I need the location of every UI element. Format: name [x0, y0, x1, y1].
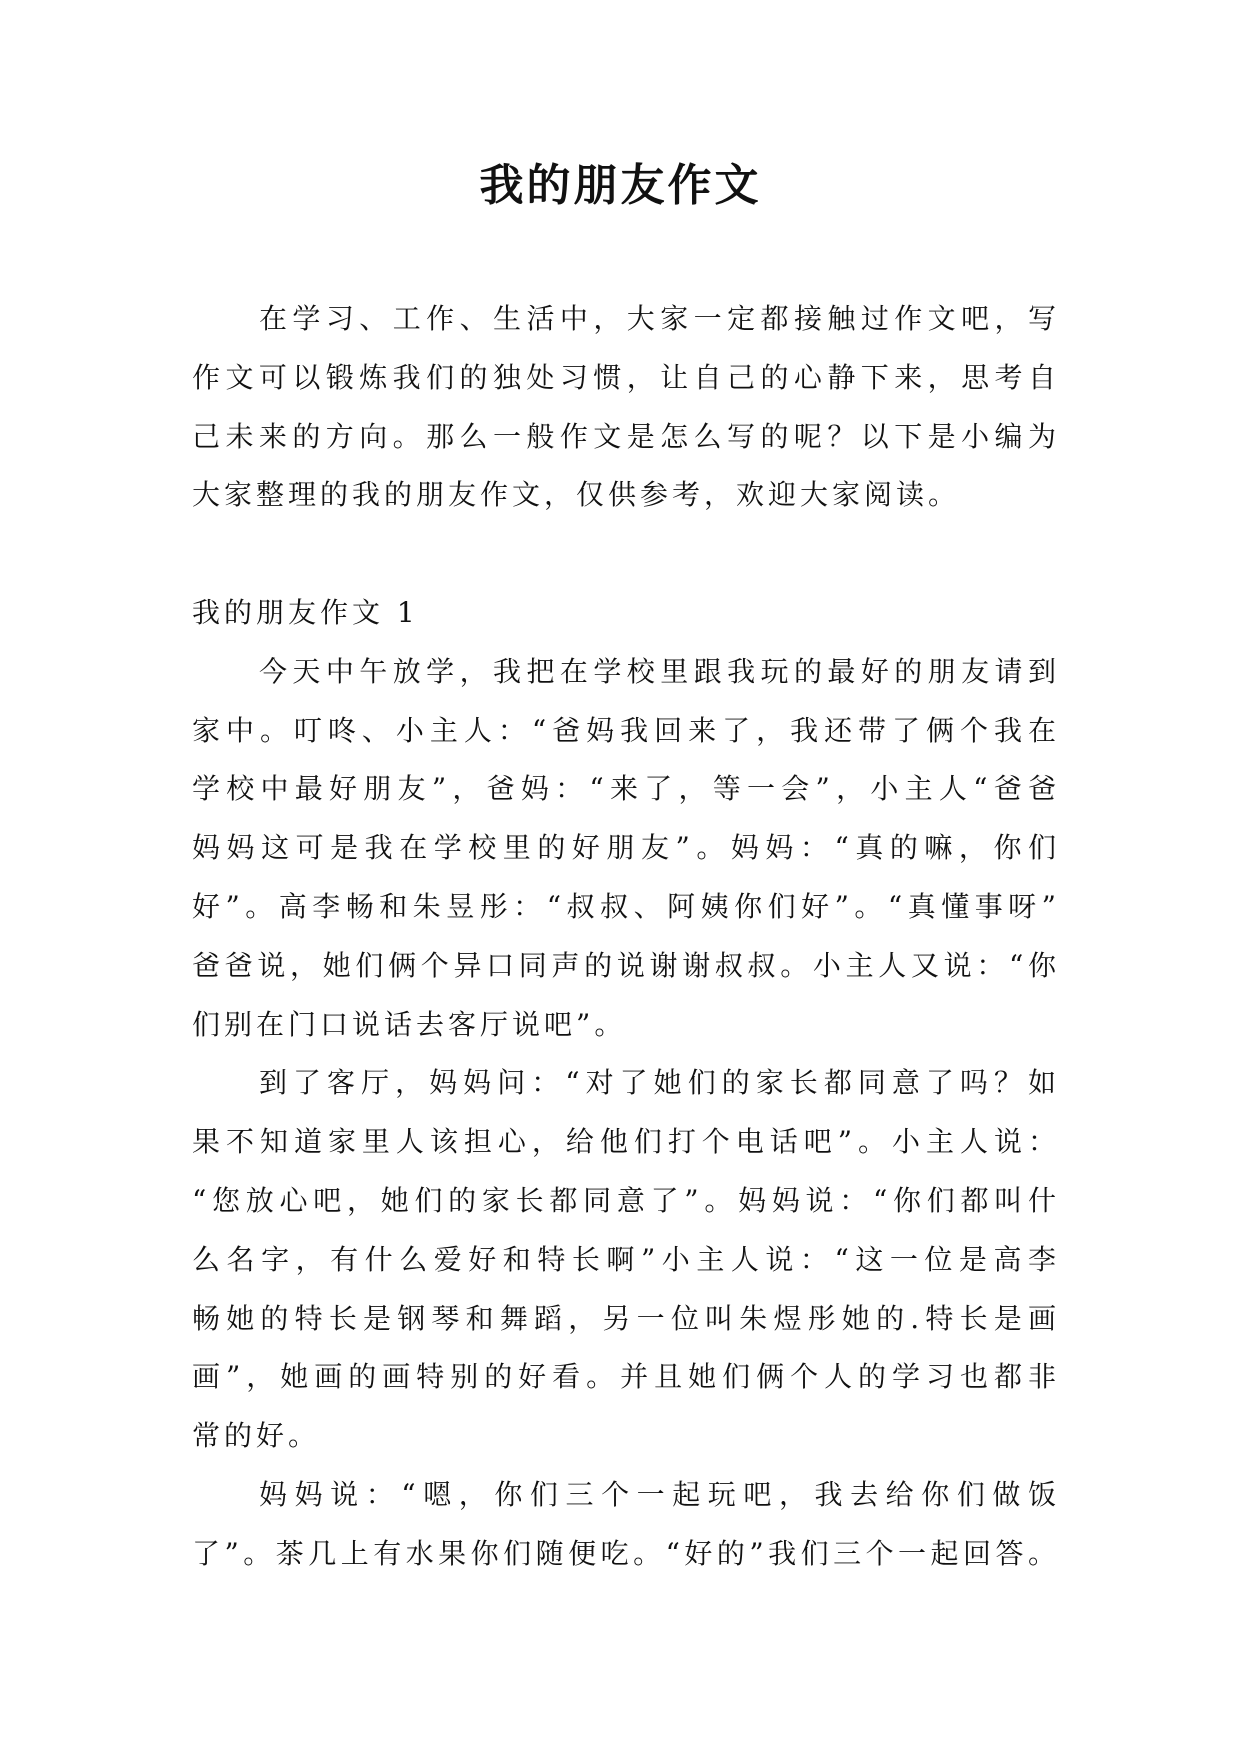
text-line: 妈妈说：“嗯，你们三个一起玩吧，我去给你们做饭	[259, 1477, 1060, 1511]
document-title: 我的朋友作文	[479, 160, 762, 211]
text-line: 么名字，有什么爱好和特长啊”小主人说：“这一位是高李	[192, 1242, 1060, 1276]
body-paragraph	[192, 1054, 1060, 1466]
text-line: 畅她的特长是钢琴和舞蹈，另一位叫朱煜彤她的.特长是画	[192, 1301, 1060, 1335]
text-line: 妈妈这可是我在学校里的好朋友”。妈妈：“真的嘛，你们	[192, 831, 1060, 865]
text-line: 常的好。	[192, 1419, 321, 1453]
text-line: 己未来的方向。那么一般作文是怎么写的呢？以下是小编为	[192, 419, 1060, 453]
text-line: 到了客厅，妈妈问：“对了她们的家长都同意了吗？如	[259, 1066, 1060, 1100]
text-line: 在学习、工作、生活中，大家一定都接触过作文吧，写	[259, 302, 1060, 335]
text-line: 果不知道家里人该担心，给他们打个电话吧”。小主人说：	[192, 1125, 1060, 1159]
body-paragraph	[192, 1466, 1060, 1584]
text-line: 爸爸说，她们俩个异口同声的说谢谢叔叔。小主人又说：“你	[192, 948, 1060, 982]
text-line: “您放心吧，她们的家长都同意了”。妈妈说：“你们都叫什	[192, 1183, 1060, 1217]
text-line: 学校中最好朋友”，爸妈：“来了，等一会”，小主人“爸爸	[192, 772, 1060, 806]
section-heading: 我的朋友作文 1	[192, 595, 419, 629]
text-line: 作文可以锻炼我们的独处习惯，让自己的心静下来，思考自	[192, 360, 1060, 394]
document-body	[192, 290, 1060, 1584]
text-line: 们别在门口说话去客厅说吧”。	[192, 1007, 627, 1041]
body-paragraph	[192, 643, 1060, 1055]
text-line: 好”。高李畅和朱昱彤：“叔叔、阿姨你们好”。“真懂事呀”	[192, 889, 1060, 923]
text-line: 大家整理的我的朋友作文，仅供参考，欢迎大家阅读。	[192, 478, 961, 512]
text-line: 了”。茶几上有水果你们随便吃。“好的”我们三个一起回答。	[192, 1536, 1060, 1570]
text-line: 画”，她画的画特别的好看。并且她们俩个人的学习也都非	[192, 1360, 1060, 1394]
intro-paragraph	[192, 290, 1060, 525]
text-line: 家中。叮咚、小主人：“爸妈我回来了，我还带了俩个我在	[192, 713, 1060, 747]
text-line: 今天中午放学，我把在学校里跟我玩的最好的朋友请到	[259, 654, 1060, 688]
